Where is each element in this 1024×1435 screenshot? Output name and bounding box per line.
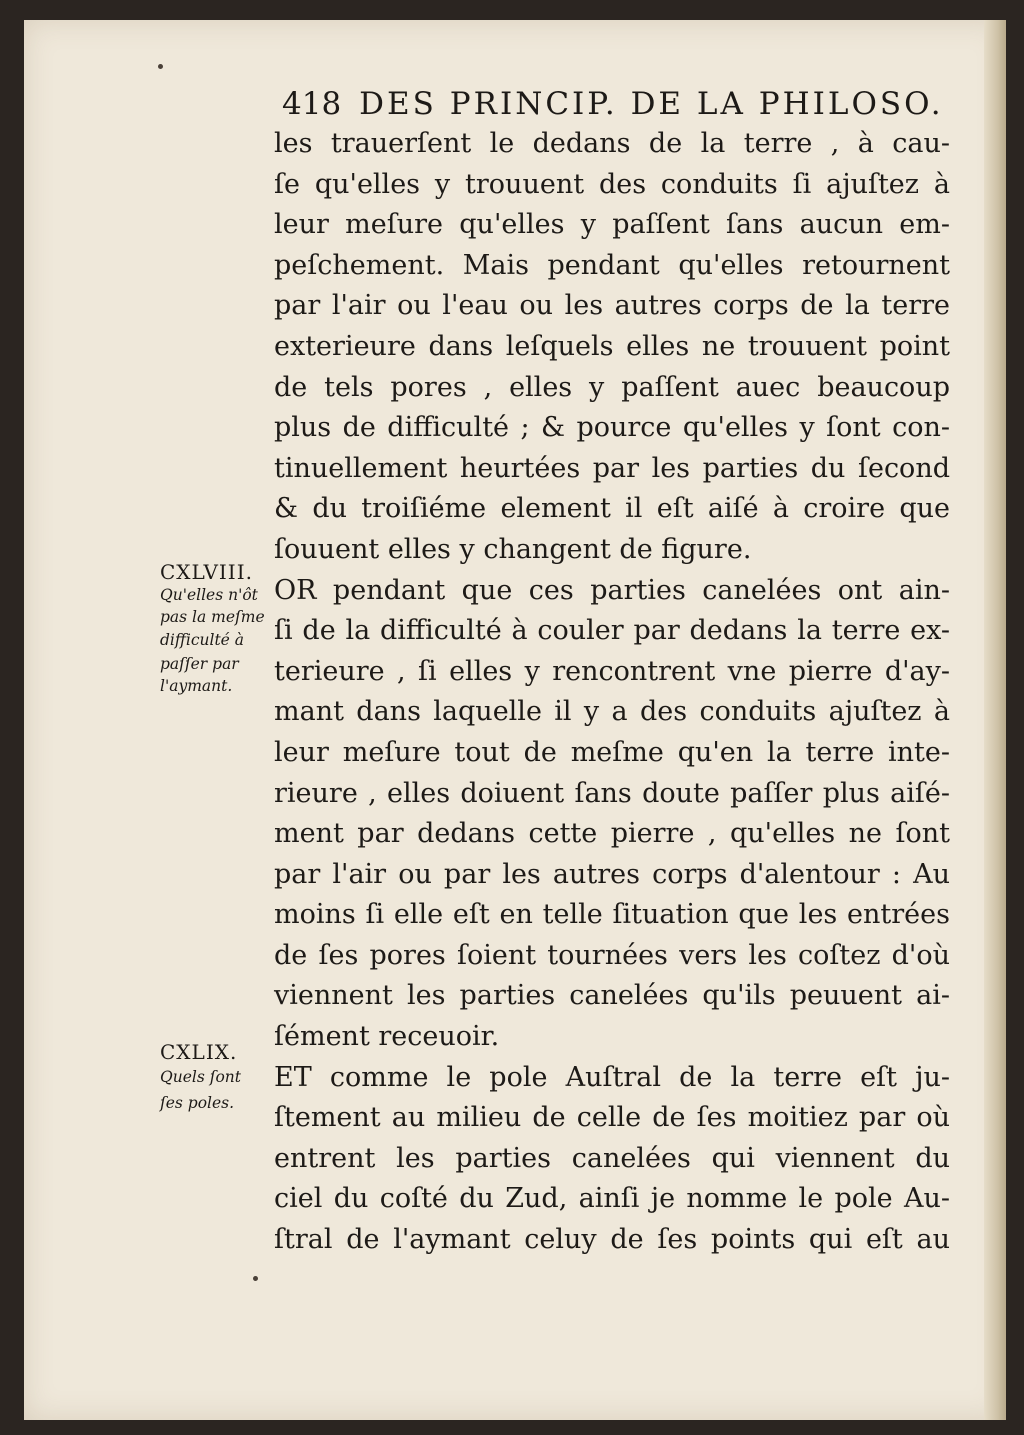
text-line: tinuellement heurtées par les parties du ſecond <box>274 452 950 484</box>
margin-note-gloss: paſſer par <box>160 655 239 673</box>
text-line: ment par dedans cette pierre , qu'elles ne ſont <box>274 818 950 850</box>
margin-note-gloss: ſes poles. <box>160 1094 235 1112</box>
text-line: ſouuent elles y changent de figure. <box>274 533 752 565</box>
text-line: entrent les parties canelées qui viennent du <box>274 1142 950 1174</box>
text-line: terieure , ſi elles y rencontrent vne pierre d'ay- <box>274 655 950 687</box>
margin-note-148 <box>160 560 270 696</box>
margin-note-gloss: difficulté à <box>160 631 245 649</box>
margin-note-number: CXLIX. <box>160 1040 238 1064</box>
margin-note-gloss: Qu'elles n'ôt <box>160 586 258 604</box>
text-line: ET comme le pole Auſtral de la terre eſt ju- <box>274 1061 950 1093</box>
ink-speck <box>253 1276 258 1281</box>
text-line: ſi de la difficulté à couler par dedans la terre ex- <box>274 615 950 647</box>
text-line: ciel du coſté du Zud, ainſi je nomme le pole Au- <box>274 1183 950 1215</box>
text-line: moins ſi elle eſt en telle ſituation que les entrées <box>274 899 950 931</box>
text-line: de ſes pores ſoient tournées vers les coſtez d'où <box>274 939 950 971</box>
text-line: ſtral de l'aymant celuy de ſes points qui eſt au <box>274 1224 950 1256</box>
text-line: viennent les parties canelées qu'ils peuuent ai- <box>274 980 950 1012</box>
main-text <box>274 124 950 1261</box>
text-line: mant dans laquelle il y a des conduits ajuſtez à <box>274 696 950 728</box>
running-title: DES PRINCIP. DE LA PHILOSO. <box>359 86 944 122</box>
ink-speck <box>158 64 163 69</box>
margin-note-gloss: pas la meſme <box>160 608 265 626</box>
text-line: leur meſure tout de meſme qu'en la terre inte- <box>274 736 950 768</box>
text-line: & du troiſiéme element il eſt aiſé à croire que <box>274 493 950 525</box>
text-line: OR pendant que ces parties canelées ont ain- <box>274 574 950 606</box>
text-line: de tels pores , elles y paſſent auec beaucoup <box>274 371 950 403</box>
text-line: rieure , elles doiuent ſans doute paſſer plus aiſé- <box>274 777 950 809</box>
text-line: les trauerſent le dedans de la terre , à cau- <box>274 128 950 159</box>
running-head <box>282 86 944 122</box>
page-edge <box>984 20 1006 1420</box>
margin-note-gloss: l'aymant. <box>160 677 233 695</box>
text-line: leur meſure qu'elles y paſſent ſans aucun em- <box>274 209 950 241</box>
text-line: plus de difficulté ; & pource qu'elles y ſont con- <box>274 412 950 444</box>
text-line: peſchement. Mais pendant qu'elles retournent <box>274 249 950 281</box>
margin-note-number: CXLVIII. <box>160 560 253 584</box>
text-line: par l'air ou par les autres corps d'alentour : Au <box>274 858 950 890</box>
text-line: ſe qu'elles y trouuent des conduits ſi ajuſtez à <box>274 168 950 200</box>
text-line: exterieure dans leſquels elles ne trouuent point <box>274 330 950 362</box>
text-line: par l'air ou l'eau ou les autres corps de la terre <box>274 290 950 322</box>
margin-note-gloss: Quels ſont <box>160 1068 241 1086</box>
text-line: ſtement au milieu de celle de ſes moitiez par où <box>274 1102 950 1134</box>
text-line: ſément receuoir. <box>274 1021 500 1053</box>
margin-note-149 <box>160 1040 270 1116</box>
page-number: 418 <box>282 86 342 122</box>
